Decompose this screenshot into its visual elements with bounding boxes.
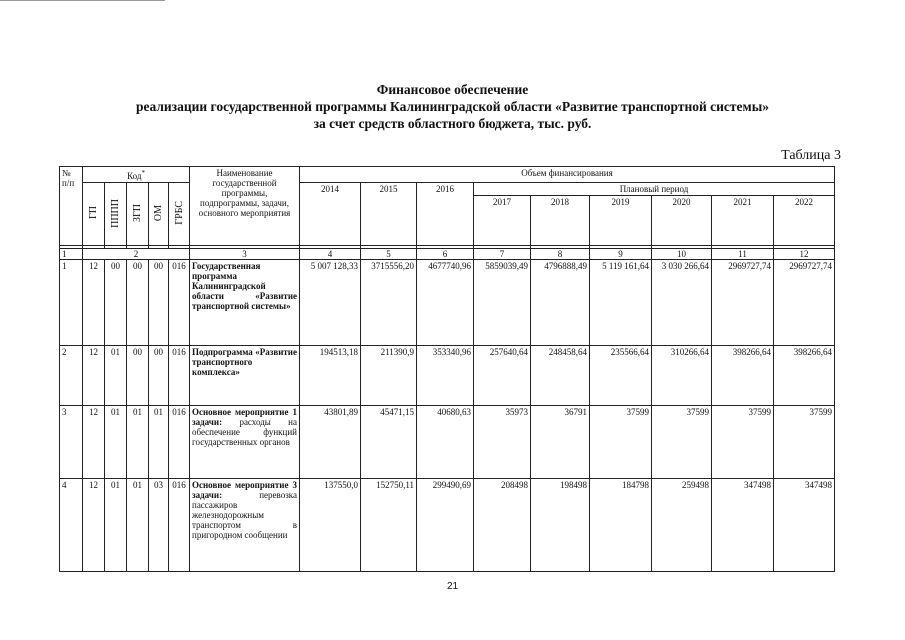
header-code-pppp [105,183,127,246]
code-zgp-label: ЗГП [132,203,143,222]
table-caption: Таблица 3 [781,148,841,163]
value-2014: 194513,18 [300,346,361,406]
header-code-grbs [169,183,190,246]
code-grbs: 016 [169,346,190,406]
title-line-3: за счет средств областного бюджета, тыс. руб. [313,116,592,131]
code-pppp: 01 [105,406,127,479]
row-name [190,479,300,572]
header-num: № п/п [60,167,83,246]
value-2017: 257640,64 [474,346,531,406]
header-year-2018: 2018 [531,196,590,246]
header-code [83,167,190,183]
code-zgp: 00 [127,260,149,346]
value-2014: 43801,89 [300,406,361,479]
value-2015: 3715556,20 [361,260,417,346]
header-year-2014: 2014 [300,183,361,246]
value-2014: 5 007 128,33 [300,260,361,346]
col-number: 9 [590,249,652,260]
financing-table [59,166,835,572]
value-2016: 40680,63 [417,406,474,479]
code-grbs-label: ГРБС [173,201,185,225]
code-om: 03 [149,479,169,572]
header-volume: Объем финансирования [300,167,835,183]
col-number: 4 [300,249,361,260]
code-grbs: 016 [169,260,190,346]
table-row [60,346,835,406]
value-2015: 211390,9 [361,346,417,406]
header-planned-period: Плановый период [474,183,835,196]
value-2018: 248458,64 [531,346,590,406]
value-2018: 36791 [531,406,590,479]
code-grbs: 016 [169,479,190,572]
code-zgp: 01 [127,406,149,479]
row-name-rest: расходы на обеспечение функций государственных органов [192,417,297,447]
value-2017: 35973 [474,406,531,479]
col-number: 5 [361,249,417,260]
header-year-2019: 2019 [590,196,652,246]
row-num: 3 [60,406,83,479]
value-2020: 3 030 266,64 [652,260,712,346]
row-num: 2 [60,346,83,406]
value-2016: 353340,96 [417,346,474,406]
value-2020: 310266,64 [652,346,712,406]
row-num: 4 [60,479,83,572]
value-2019: 184798 [590,479,652,572]
code-grbs: 016 [169,406,190,479]
code-pppp: 00 [105,260,127,346]
code-pppp-label: ПППП [110,198,121,228]
code-om-label: ОМ [153,204,164,222]
value-2016: 299490,69 [417,479,474,572]
value-2022: 2969727,74 [774,260,835,346]
value-2016: 4677740,96 [417,260,474,346]
col-number: 1 [60,249,83,260]
header-code-label: Код [127,171,142,181]
value-2020: 259498 [652,479,712,572]
code-om: 01 [149,406,169,479]
value-2021: 2969727,74 [712,260,774,346]
col-number: 2 [83,249,190,260]
title-line-2: реализации государственной программы Калининградской области «Развитие транспортной системы» [135,99,770,114]
col-number: 8 [531,249,590,260]
header-name: Наименование государственной программы, подпрограммы, задачи, основного мероприятия [190,167,300,246]
document-title [0,81,905,132]
row-name-bold: Основное мероприятие 1 задачи: [192,407,297,427]
value-2022: 398266,64 [774,346,835,406]
code-om: 00 [149,346,169,406]
header-year-2022: 2022 [774,196,835,246]
code-pppp: 01 [105,346,127,406]
col-number: 3 [190,249,300,260]
row-name [190,346,300,406]
header-year-2017: 2017 [474,196,531,246]
code-gp: 12 [83,479,105,572]
footnote-mark: * [141,169,145,177]
title-line-1: Финансовое обеспечение [376,82,529,97]
value-2021: 347498 [712,479,774,572]
row-name [190,406,300,479]
code-zgp: 01 [127,479,149,572]
col-number: 6 [417,249,474,260]
header-year-2015: 2015 [361,183,417,246]
top-rule [0,0,165,1]
row-name-bold: Государственная программа Калининградской области «Развитие транспортной системы» [192,261,297,311]
row-name-bold: Подпрограмма «Развитие транспортного комплекса» [192,347,297,377]
value-2022: 347498 [774,479,835,572]
row-name [190,260,300,346]
page-number: 21 [446,581,459,592]
value-2019: 37599 [590,406,652,479]
row-num: 1 [60,260,83,346]
value-2020: 37599 [652,406,712,479]
header-code-om [149,183,169,246]
table-row [60,406,835,479]
value-2018: 198498 [531,479,590,572]
code-pppp: 01 [105,479,127,572]
value-2017: 208498 [474,479,531,572]
table-row [60,479,835,572]
header-code-zgp [127,183,149,246]
code-om: 00 [149,260,169,346]
code-gp: 12 [83,346,105,406]
value-2017: 5859039,49 [474,260,531,346]
code-gp-label: ГП [88,206,99,220]
value-2014: 137550,0 [300,479,361,572]
col-number: 7 [474,249,531,260]
value-2015: 45471,15 [361,406,417,479]
code-gp: 12 [83,260,105,346]
col-number: 10 [652,249,712,260]
header-code-gp [83,183,105,246]
code-gp: 12 [83,406,105,479]
row-name-bold: Основное мероприятие 3 задачи: [192,480,297,500]
header-year-2020: 2020 [652,196,712,246]
value-2022: 37599 [774,406,835,479]
table-row [60,260,835,346]
header-year-2016: 2016 [417,183,474,246]
header-year-2021: 2021 [712,196,774,246]
value-2021: 37599 [712,406,774,479]
code-zgp: 00 [127,346,149,406]
col-number: 12 [774,249,835,260]
value-2015: 152750,11 [361,479,417,572]
value-2018: 4796888,49 [531,260,590,346]
value-2019: 5 119 161,64 [590,260,652,346]
value-2019: 235566,64 [590,346,652,406]
col-number: 11 [712,249,774,260]
column-numbers-row [60,249,835,260]
value-2021: 398266,64 [712,346,774,406]
row-name-rest: перевозка пассажиров железнодорожным транспортом в пригородном сообщении [192,490,297,540]
